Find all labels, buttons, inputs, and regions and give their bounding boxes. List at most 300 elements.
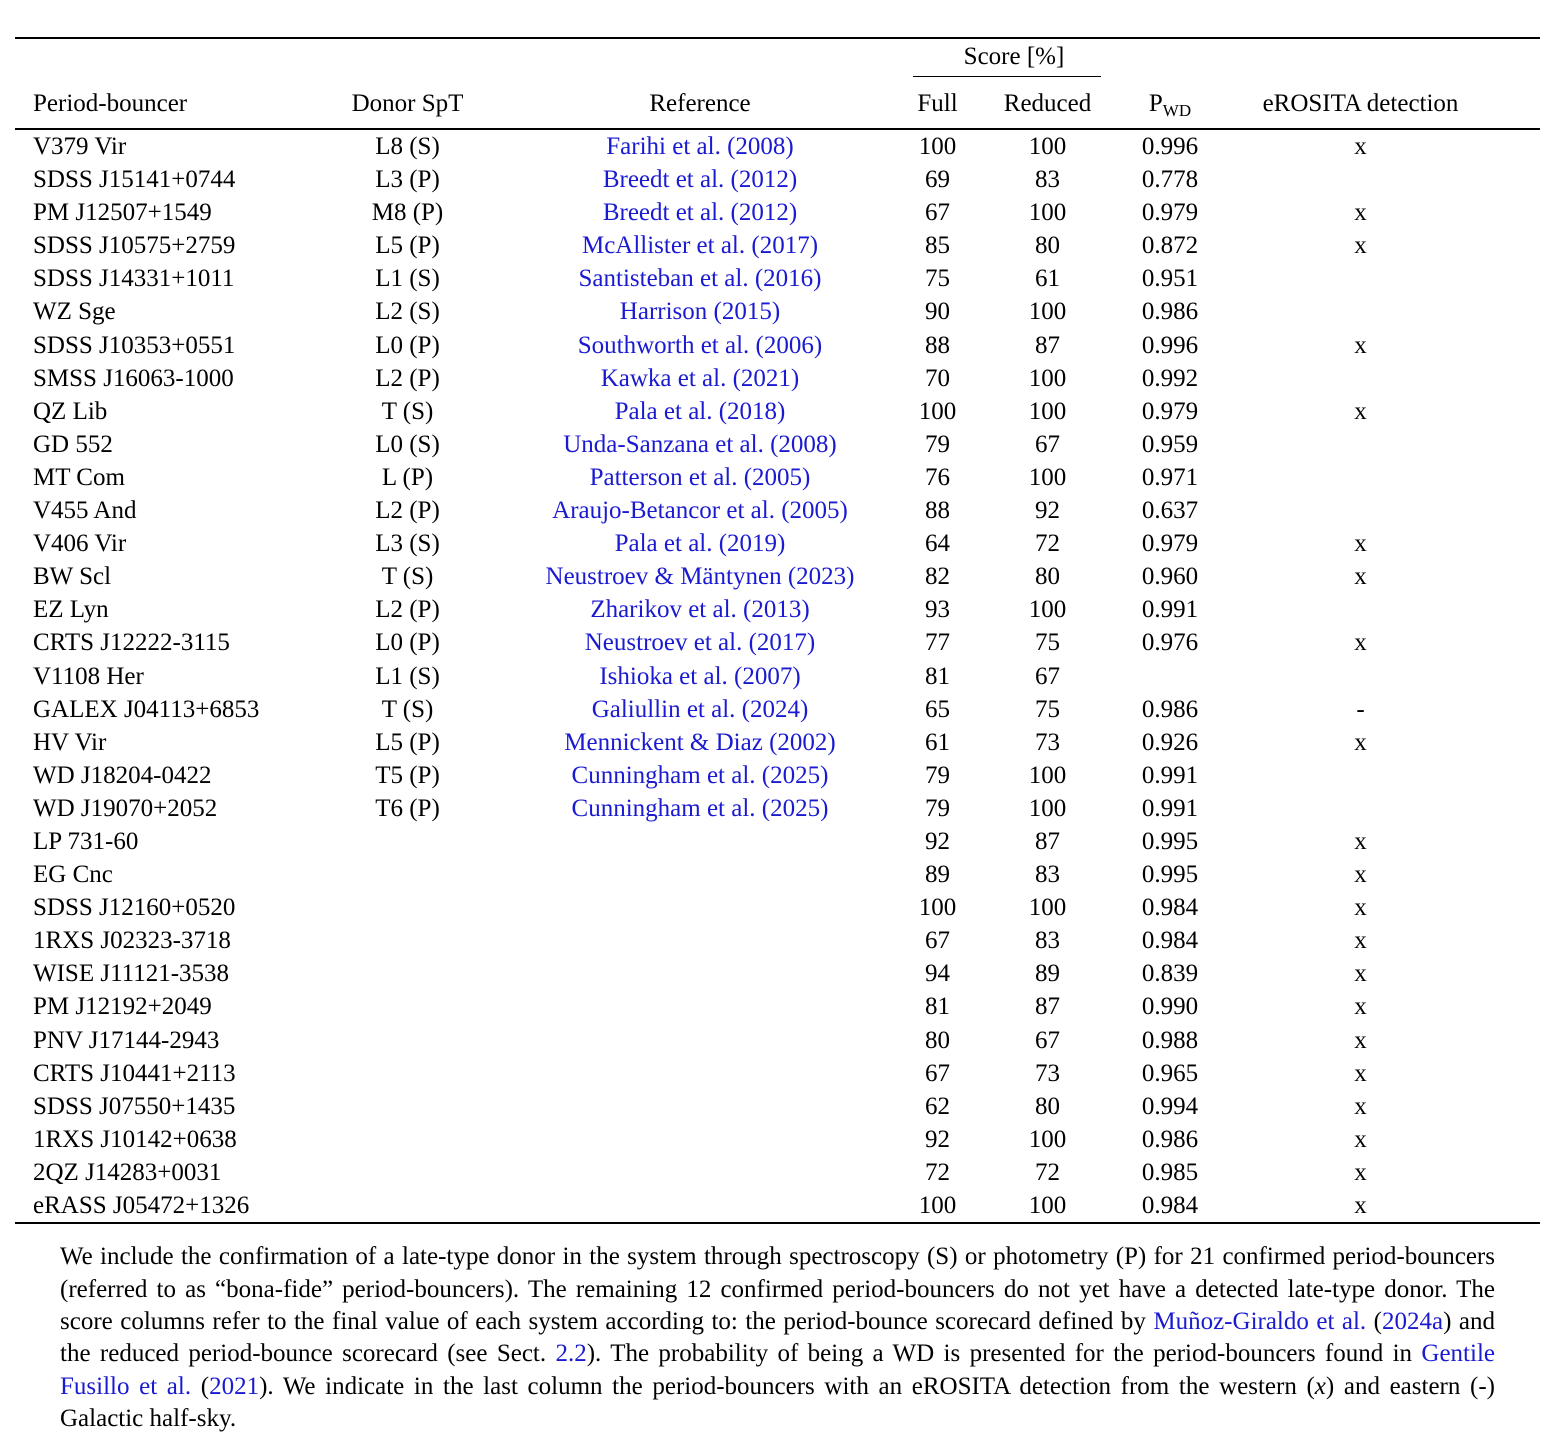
cell-score-full: 61 (925, 728, 950, 756)
cell-reference (515, 494, 885, 527)
cell-score-full: 81 (925, 662, 950, 690)
cell-period-bouncer: EG Cnc (33, 861, 113, 889)
footnote-citation-link[interactable]: Muñoz-Giraldo et al. (1153, 1307, 1367, 1335)
cell-score-full: 88 (925, 497, 950, 525)
cell-pwd: 0.926 (1141, 728, 1199, 756)
cell-erosita (1235, 262, 1540, 295)
table-footnote (60, 1241, 1495, 1435)
cell-reference (515, 129, 885, 163)
cell-erosita: x (1354, 861, 1367, 889)
reference-link[interactable]: Harrison (2015) (619, 298, 781, 326)
cell-score-reduced: 80 (1035, 563, 1060, 591)
table-row (15, 858, 1540, 891)
table-row (15, 924, 1540, 957)
cell-score-full: 79 (925, 430, 950, 458)
table-row (15, 494, 1540, 527)
table-row (15, 295, 1540, 328)
cell-pwd: 0.995 (1141, 861, 1199, 889)
cell-score-reduced: 87 (1035, 827, 1060, 855)
cell-score-full: 67 (925, 927, 950, 955)
cell-pwd: 0.986 (1141, 298, 1199, 326)
cell-period-bouncer: SDSS J12160+0520 (33, 894, 236, 922)
cell-erosita: x (1354, 331, 1367, 359)
column-header-reference: Reference (515, 80, 885, 129)
score-group-label: Score [%] (913, 43, 1101, 77)
cell-score-full: 67 (925, 1059, 950, 1087)
reference-link[interactable]: Breedt et al. (2012) (602, 199, 798, 227)
cell-reference (515, 759, 885, 792)
cell-donor-spt: L0 (S) (375, 430, 440, 458)
footnote-citation-link[interactable]: 2.2 (555, 1340, 587, 1368)
reference-link[interactable]: Mennickent & Diaz (2002) (564, 728, 836, 756)
cell-period-bouncer: SDSS J15141+0744 (33, 166, 236, 194)
cell-period-bouncer: WD J18204-0422 (33, 761, 212, 789)
cell-score-reduced: 92 (1035, 497, 1060, 525)
cell-score-full: 100 (918, 397, 957, 425)
cell-erosita: x (1354, 563, 1367, 591)
cell-score-full: 80 (925, 1026, 950, 1054)
cell-period-bouncer: QZ Lib (33, 397, 108, 425)
table-row (15, 1090, 1540, 1123)
table-row (15, 825, 1540, 858)
cell-score-reduced: 100 (1028, 894, 1067, 922)
cell-donor-spt: T (S) (381, 397, 434, 425)
cell-donor-spt: L3 (S) (375, 530, 440, 558)
cell-period-bouncer: SDSS J10353+0551 (33, 331, 236, 359)
cell-erosita: - (1356, 695, 1365, 723)
cell-score-full: 89 (925, 861, 950, 889)
cell-score-full: 75 (925, 265, 950, 293)
cell-score-full: 92 (925, 1125, 950, 1153)
cell-period-bouncer: V406 Vir (33, 530, 127, 558)
cell-score-reduced: 89 (1035, 960, 1060, 988)
cell-erosita: x (1354, 927, 1367, 955)
table-row (15, 129, 1540, 163)
reference-link[interactable]: Zharikov et al. (2013) (590, 596, 810, 624)
table-body (15, 129, 1540, 1223)
cell-donor-spt (300, 1189, 515, 1223)
table-row (15, 461, 1540, 494)
cell-period-bouncer: SDSS J10575+2759 (33, 232, 236, 260)
header-spacer-right (1105, 38, 1540, 80)
cell-donor-spt (300, 1123, 515, 1156)
cell-pwd: 0.872 (1141, 232, 1199, 260)
cell-erosita: x (1354, 993, 1367, 1021)
cell-score-reduced: 67 (1035, 1026, 1060, 1054)
table-row (15, 990, 1540, 1023)
cell-erosita (1235, 428, 1540, 461)
cell-donor-spt: M8 (P) (371, 199, 444, 227)
cell-pwd: 0.991 (1141, 794, 1199, 822)
cell-pwd: 0.637 (1141, 497, 1199, 525)
cell-reference (515, 1189, 885, 1223)
cell-reference (515, 1090, 885, 1123)
cell-score-reduced: 80 (1035, 1092, 1060, 1120)
score-group-row (15, 38, 1540, 80)
cell-erosita: x (1354, 133, 1367, 160)
cell-period-bouncer: CRTS J12222-3115 (33, 629, 230, 657)
reference-link[interactable]: Cunningham et al. (2025) (571, 761, 829, 789)
cell-pwd: 0.984 (1141, 927, 1199, 955)
cell-erosita: x (1354, 1158, 1367, 1186)
reference-link[interactable]: Neustroev et al. (2017) (584, 629, 816, 657)
cell-reference (515, 924, 885, 957)
reference-link[interactable]: Galiullin et al. (2024) (591, 695, 809, 723)
cell-score-full: 77 (925, 629, 950, 657)
cell-score-full: 90 (925, 298, 950, 326)
cell-reference (515, 428, 885, 461)
cell-erosita: x (1354, 960, 1367, 988)
cell-reference (515, 163, 885, 196)
cell-score-reduced: 83 (1035, 927, 1060, 955)
cell-donor-spt: L3 (P) (375, 166, 440, 194)
cell-reference (515, 196, 885, 229)
cell-score-full: 92 (925, 827, 950, 855)
cell-pwd: 0.984 (1141, 894, 1199, 922)
reference-link[interactable]: Southworth et al. (2006) (577, 331, 823, 359)
cell-period-bouncer: GALEX J04113+6853 (33, 695, 260, 723)
cell-reference (515, 858, 885, 891)
cell-donor-spt (300, 825, 515, 858)
cell-period-bouncer: eRASS J05472+1326 (15, 1189, 300, 1223)
cell-donor-spt: L2 (P) (375, 497, 440, 525)
cell-donor-spt (300, 891, 515, 924)
cell-pwd: 0.986 (1141, 1125, 1199, 1153)
cell-pwd: 0.979 (1141, 530, 1199, 558)
cell-score-reduced: 100 (1028, 199, 1067, 227)
cell-pwd: 0.988 (1141, 1026, 1199, 1054)
cell-period-bouncer: 1RXS J02323-3718 (33, 927, 231, 955)
cell-score-full: 69 (925, 166, 950, 194)
reference-link[interactable]: Patterson et al. (2005) (589, 463, 811, 491)
table-row (15, 395, 1540, 428)
cell-donor-spt: L2 (P) (375, 364, 440, 392)
cell-score-reduced: 87 (1035, 993, 1060, 1021)
cell-pwd: 0.839 (1141, 960, 1199, 988)
cell-score-full: 62 (925, 1092, 950, 1120)
pwd-subscript: WD (1162, 101, 1192, 120)
cell-donor-spt: L0 (P) (375, 331, 440, 359)
table-row (15, 660, 1540, 693)
cell-reference (515, 527, 885, 560)
cell-erosita: x (1354, 530, 1367, 558)
cell-score-full: 76 (925, 463, 950, 491)
cell-period-bouncer: LP 731-60 (33, 827, 139, 855)
footnote-citation-link[interactable]: 2021 (209, 1372, 260, 1400)
cell-pwd: 0.990 (1141, 993, 1199, 1021)
cell-donor-spt (300, 1090, 515, 1123)
cell-pwd: 0.965 (1141, 1059, 1199, 1087)
cell-period-bouncer: V1108 Her (33, 662, 144, 690)
cell-score-full: 88 (925, 331, 950, 359)
cell-pwd (1105, 660, 1235, 693)
table-row (15, 726, 1540, 759)
cell-donor-spt: T5 (P) (375, 761, 440, 789)
period-bouncer-table (15, 37, 1540, 1224)
cell-pwd: 0.996 (1141, 133, 1199, 160)
cell-erosita: x (1235, 1189, 1540, 1223)
column-header-score-reduced: Reduced (990, 80, 1105, 129)
cell-reference (515, 295, 885, 328)
cell-score-full: 67 (925, 199, 950, 227)
table-row (15, 163, 1540, 196)
cell-donor-spt: T6 (P) (375, 794, 440, 822)
cell-pwd: 0.986 (1141, 695, 1199, 723)
cell-reference (515, 825, 885, 858)
table-row (15, 593, 1540, 626)
cell-score-reduced: 87 (1035, 331, 1060, 359)
footnote-text: ) and eastern (-) Galactic half-sky. (60, 1372, 1495, 1433)
cell-reference (515, 329, 885, 362)
cell-score-reduced: 100 (990, 1189, 1105, 1223)
cell-erosita: x (1354, 397, 1367, 425)
cell-donor-spt: L2 (S) (375, 298, 440, 326)
column-header-period-bouncer: Period-bouncer (15, 80, 300, 129)
cell-period-bouncer: PNV J17144-2943 (33, 1026, 220, 1054)
cell-donor-spt: L5 (P) (375, 728, 440, 756)
cell-score-reduced: 100 (1028, 1125, 1067, 1153)
reference-link[interactable]: Cunningham et al. (2025) (571, 794, 829, 822)
cell-score-reduced: 75 (1035, 629, 1060, 657)
footnote-citation-link[interactable]: 2024a (1381, 1307, 1444, 1335)
cell-donor-spt: L1 (S) (375, 265, 440, 293)
cell-erosita (1235, 660, 1540, 693)
table-row (15, 957, 1540, 990)
reference-link[interactable]: Kawka et al. (2021) (600, 364, 800, 392)
cell-reference (515, 461, 885, 494)
score-group-header (885, 38, 1105, 80)
cell-period-bouncer: PM J12192+2049 (33, 993, 212, 1021)
cell-donor-spt: L5 (P) (375, 232, 440, 260)
cell-pwd: 0.960 (1141, 563, 1199, 591)
cell-pwd: 0.995 (1141, 827, 1199, 855)
cell-reference (515, 957, 885, 990)
cell-pwd: 0.971 (1141, 463, 1199, 491)
table-row (15, 560, 1540, 593)
cell-donor-spt (300, 957, 515, 990)
cell-period-bouncer: PM J12507+1549 (33, 199, 212, 227)
cell-reference (515, 891, 885, 924)
cell-score-reduced: 100 (1028, 463, 1067, 491)
cell-score-reduced: 75 (1035, 695, 1060, 723)
table-row (15, 1189, 1540, 1223)
table-row (15, 693, 1540, 726)
cell-reference (515, 726, 885, 759)
cell-erosita (1235, 362, 1540, 395)
cell-period-bouncer: SMSS J16063-1000 (33, 364, 234, 392)
cell-reference (515, 395, 885, 428)
cell-score-reduced: 73 (1035, 728, 1060, 756)
cell-period-bouncer: WD J19070+2052 (33, 794, 218, 822)
table-row (15, 329, 1540, 362)
cell-erosita (1235, 759, 1540, 792)
cell-donor-spt: L (P) (381, 463, 434, 491)
column-header-row (15, 80, 1540, 129)
table-row (15, 527, 1540, 560)
cell-score-full: 85 (925, 232, 950, 260)
header-spacer-left (15, 38, 885, 80)
cell-score-reduced: 61 (1035, 265, 1060, 293)
cell-reference (515, 626, 885, 659)
cell-pwd: 0.996 (1141, 331, 1199, 359)
cell-score-full: 79 (925, 761, 950, 789)
cell-erosita (1235, 295, 1540, 328)
table-row (15, 792, 1540, 825)
cell-score-reduced: 100 (1028, 596, 1067, 624)
column-header-score-full: Full (885, 80, 990, 129)
cell-period-bouncer: MT Com (33, 463, 125, 491)
cell-reference (515, 593, 885, 626)
reference-link[interactable]: Araujo-Betancor et al. (2005) (552, 497, 848, 525)
cell-reference (515, 693, 885, 726)
cell-pwd: 0.985 (1141, 1158, 1199, 1186)
cell-pwd: 0.994 (1141, 1092, 1199, 1120)
cell-score-reduced: 100 (1028, 133, 1067, 160)
cell-pwd: 0.979 (1141, 397, 1199, 425)
cell-erosita: x (1354, 199, 1367, 227)
cell-score-full: 72 (925, 1158, 950, 1186)
cell-donor-spt: T (S) (381, 695, 434, 723)
cell-score-reduced: 67 (1035, 430, 1060, 458)
cell-pwd: 0.991 (1141, 761, 1199, 789)
cell-score-reduced: 100 (1028, 761, 1067, 789)
cell-period-bouncer: V455 And (33, 497, 137, 525)
cell-erosita: x (1354, 1026, 1367, 1054)
cell-donor-spt: L8 (S) (375, 133, 440, 160)
cell-donor-spt: L1 (S) (375, 662, 440, 690)
footnote-citation-link[interactable]: Gentile Fusillo et al. (60, 1340, 1495, 1400)
table-row (15, 891, 1540, 924)
cell-pwd: 0.976 (1141, 629, 1199, 657)
cell-pwd: 0.951 (1141, 265, 1199, 293)
cell-score-reduced: 72 (1035, 1158, 1060, 1186)
cell-period-bouncer: BW Scl (33, 563, 112, 591)
cell-score-full: 82 (925, 563, 950, 591)
cell-score-full: 65 (925, 695, 950, 723)
cell-reference (515, 990, 885, 1023)
reference-link[interactable]: McAllister et al. (2017) (581, 232, 819, 260)
table-row (15, 1057, 1540, 1090)
cell-score-reduced: 100 (1028, 298, 1067, 326)
table-row (15, 196, 1540, 229)
footnote-text: ( (191, 1372, 210, 1400)
cell-erosita (1235, 461, 1540, 494)
cell-period-bouncer: SDSS J07550+1435 (33, 1092, 236, 1120)
footnote-text: We include the confirmation of a late-type donor in the system through spectroscopy (S) or photometry (P) for 21 confirmed period-bouncers (referred to as “bona-fide” period-bouncers). The remaining 12 confirmed period-bouncers do not yet have a detected late-type donor. The score columns refer to the final value of each system according to: the period-bounce scorecard defined by (60, 1243, 1495, 1335)
cell-score-reduced: 67 (1035, 662, 1060, 690)
table-row (15, 262, 1540, 295)
table-header (15, 38, 1540, 129)
reference-link[interactable]: Pala et al. (2019) (614, 530, 786, 558)
reference-link[interactable]: Unda-Sanzana et al. (2008) (563, 430, 837, 458)
cell-score-full: 79 (925, 794, 950, 822)
cell-pwd: 0.979 (1141, 199, 1199, 227)
cell-reference (515, 660, 885, 693)
cell-reference (515, 1057, 885, 1090)
cell-score-full: 94 (925, 960, 950, 988)
cell-donor-spt (300, 1024, 515, 1057)
cell-pwd: 0.984 (1105, 1189, 1235, 1223)
reference-link[interactable]: Neustroev & Mäntynen (2023) (545, 563, 855, 591)
table-row (15, 1123, 1540, 1156)
cell-reference (515, 1123, 885, 1156)
cell-erosita: x (1354, 827, 1367, 855)
table-row (15, 1024, 1540, 1057)
cell-pwd: 0.991 (1141, 596, 1199, 624)
cell-pwd: 0.992 (1141, 364, 1199, 392)
cell-period-bouncer: 1RXS J10142+0638 (33, 1125, 237, 1153)
cell-score-full: 100 (885, 1189, 990, 1223)
cell-score-reduced: 100 (1028, 794, 1067, 822)
cell-donor-spt (300, 858, 515, 891)
cell-erosita: x (1354, 728, 1367, 756)
reference-link[interactable]: Santisteban et al. (2016) (578, 265, 822, 293)
cell-score-full: 100 (918, 133, 957, 160)
cell-donor-spt (300, 924, 515, 957)
cell-score-reduced: 72 (1035, 530, 1060, 558)
cell-period-bouncer: EZ Lyn (33, 596, 109, 624)
cell-score-reduced: 100 (1028, 397, 1067, 425)
footnote-text: ( (1366, 1307, 1382, 1335)
column-header-erosita: eROSITA detection (1235, 80, 1540, 129)
cell-erosita (1235, 593, 1540, 626)
cell-erosita: x (1354, 629, 1367, 657)
cell-period-bouncer: HV Vir (33, 728, 107, 756)
footnote-text: x (1314, 1372, 1326, 1400)
footnote-text: ). We indicate in the last column the period-bouncers with an eROSITA detection from the western ( (259, 1372, 1315, 1400)
cell-score-reduced: 73 (1035, 1059, 1060, 1087)
table-row (15, 759, 1540, 792)
cell-donor-spt (300, 1156, 515, 1189)
footnote-text: ) and the reduced period-bounce scorecard (see Sect. (60, 1307, 1495, 1368)
cell-score-reduced: 83 (1035, 861, 1060, 889)
cell-erosita: x (1354, 1092, 1367, 1120)
table-row (15, 428, 1540, 461)
cell-score-reduced: 83 (1035, 166, 1060, 194)
cell-period-bouncer: CRTS J10441+2113 (33, 1059, 236, 1087)
cell-period-bouncer: WISE J11121-3538 (33, 960, 230, 988)
cell-donor-spt: T (S) (381, 563, 434, 591)
cell-score-full: 64 (925, 530, 950, 558)
cell-donor-spt: L2 (P) (375, 596, 440, 624)
cell-erosita: x (1354, 894, 1367, 922)
column-header-donor-spt: Donor SpT (300, 80, 515, 129)
cell-reference (515, 362, 885, 395)
cell-donor-spt: L0 (P) (375, 629, 440, 657)
cell-erosita: x (1354, 232, 1367, 260)
cell-pwd: 0.959 (1141, 430, 1199, 458)
table-row (15, 362, 1540, 395)
pwd-symbol: P (1148, 90, 1163, 117)
cell-erosita: x (1354, 1059, 1367, 1087)
reference-link[interactable]: Breedt et al. (2012) (602, 166, 798, 194)
cell-erosita: x (1354, 1125, 1367, 1153)
cell-score-full: 93 (925, 596, 950, 624)
table-row (15, 626, 1540, 659)
reference-link[interactable]: Farihi et al. (2008) (606, 133, 794, 160)
cell-pwd: 0.778 (1141, 166, 1199, 194)
cell-period-bouncer: GD 552 (33, 430, 113, 458)
cell-reference (515, 1024, 885, 1057)
cell-erosita (1235, 494, 1540, 527)
reference-link[interactable]: Ishioka et al. (2007) (599, 662, 801, 690)
table-row (15, 229, 1540, 262)
cell-score-full: 81 (925, 993, 950, 1021)
cell-period-bouncer: V379 Vir (33, 133, 127, 160)
cell-erosita (1235, 163, 1540, 196)
reference-link[interactable]: Pala et al. (2018) (614, 397, 786, 425)
cell-score-reduced: 100 (1028, 364, 1067, 392)
